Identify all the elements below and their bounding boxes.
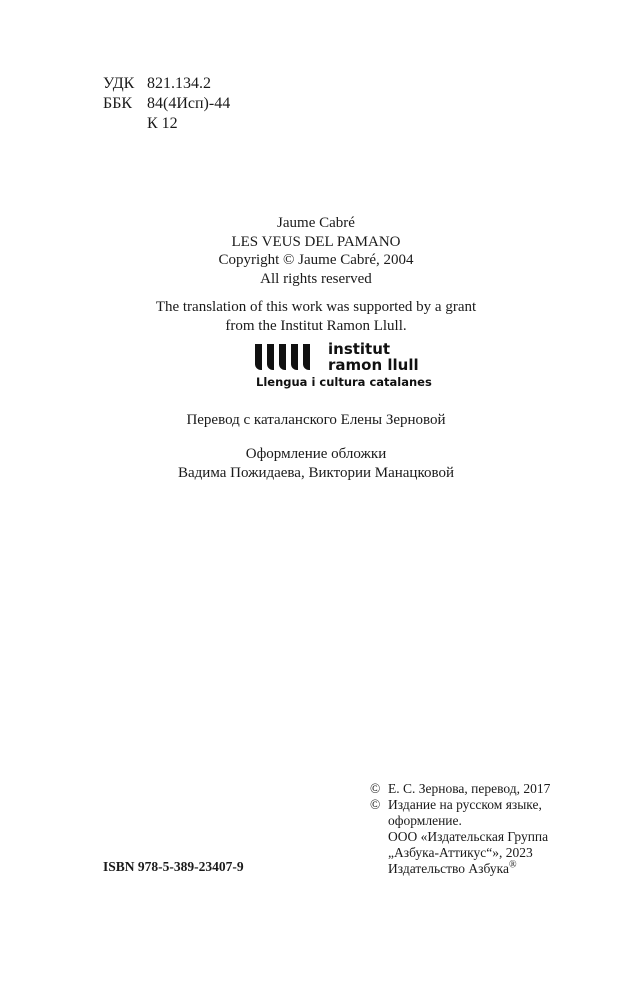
llull-bars-icon <box>255 340 310 370</box>
copyright-symbol: © <box>370 781 381 796</box>
classification-block <box>103 74 230 134</box>
cover-designers: Вадима Пожидаева, Виктории Манацковой <box>178 464 454 481</box>
cover-design-label: Оформление обложки <box>245 446 387 462</box>
bbk-row <box>103 94 230 114</box>
copyright-notices <box>370 781 550 877</box>
notice-line: „Азбука-Аттикус“», 2023 <box>388 845 533 860</box>
translator-line: Перевод с каталанского Елены Зерновой <box>186 412 446 428</box>
original-author: Jaume Cabré <box>277 215 355 231</box>
all-rights-reserved: All rights reserved <box>260 270 372 287</box>
notice-line: Издание на русском языке, <box>388 797 542 812</box>
publisher-name: Издательство Азбука <box>388 861 509 876</box>
author-mark-value: К 12 <box>147 115 178 132</box>
notice-line: оформление. <box>388 813 462 828</box>
bbk-label: ББК <box>103 95 133 112</box>
udk-label: УДК <box>103 75 135 92</box>
grant-line-2: from the Institut Ramon Llull. <box>225 317 407 334</box>
registered-mark: ® <box>508 859 517 871</box>
original-title: LES VEUS DEL PAMANO <box>231 233 401 250</box>
cover-design-credit <box>0 445 632 482</box>
institut-ramon-llull-logo <box>255 340 432 390</box>
original-copyright: Copyright © Jaume Cabré, 2004 <box>218 252 414 268</box>
original-edition-block <box>0 214 632 288</box>
logo-name <box>328 341 419 373</box>
logo-tagline: Llengua i cultura catalanes <box>256 375 432 389</box>
notice-line: ООО «Издательская Группа <box>388 829 549 844</box>
udk-row <box>103 74 230 94</box>
bbk-value: 84(4Исп)-44 <box>147 95 231 112</box>
notice-line: Е. С. Зернова, перевод, 2017 <box>388 781 551 796</box>
logo-line-2: ramon llull <box>328 356 419 374</box>
grant-notice <box>0 298 632 335</box>
logo-line-1: institut <box>328 340 391 358</box>
author-mark-label <box>103 114 147 134</box>
isbn: ISBN 978-5-389-23407-9 <box>103 859 244 874</box>
notice-line <box>388 861 550 877</box>
edition-copyright <box>370 797 550 877</box>
author-mark-row <box>103 114 230 134</box>
udk-value: 821.134.2 <box>147 75 211 92</box>
translation-copyright <box>370 781 550 797</box>
grant-line-1: The translation of this work was supported by a grant <box>155 299 477 315</box>
translator-credit <box>0 411 632 430</box>
copyright-symbol: © <box>370 797 381 812</box>
